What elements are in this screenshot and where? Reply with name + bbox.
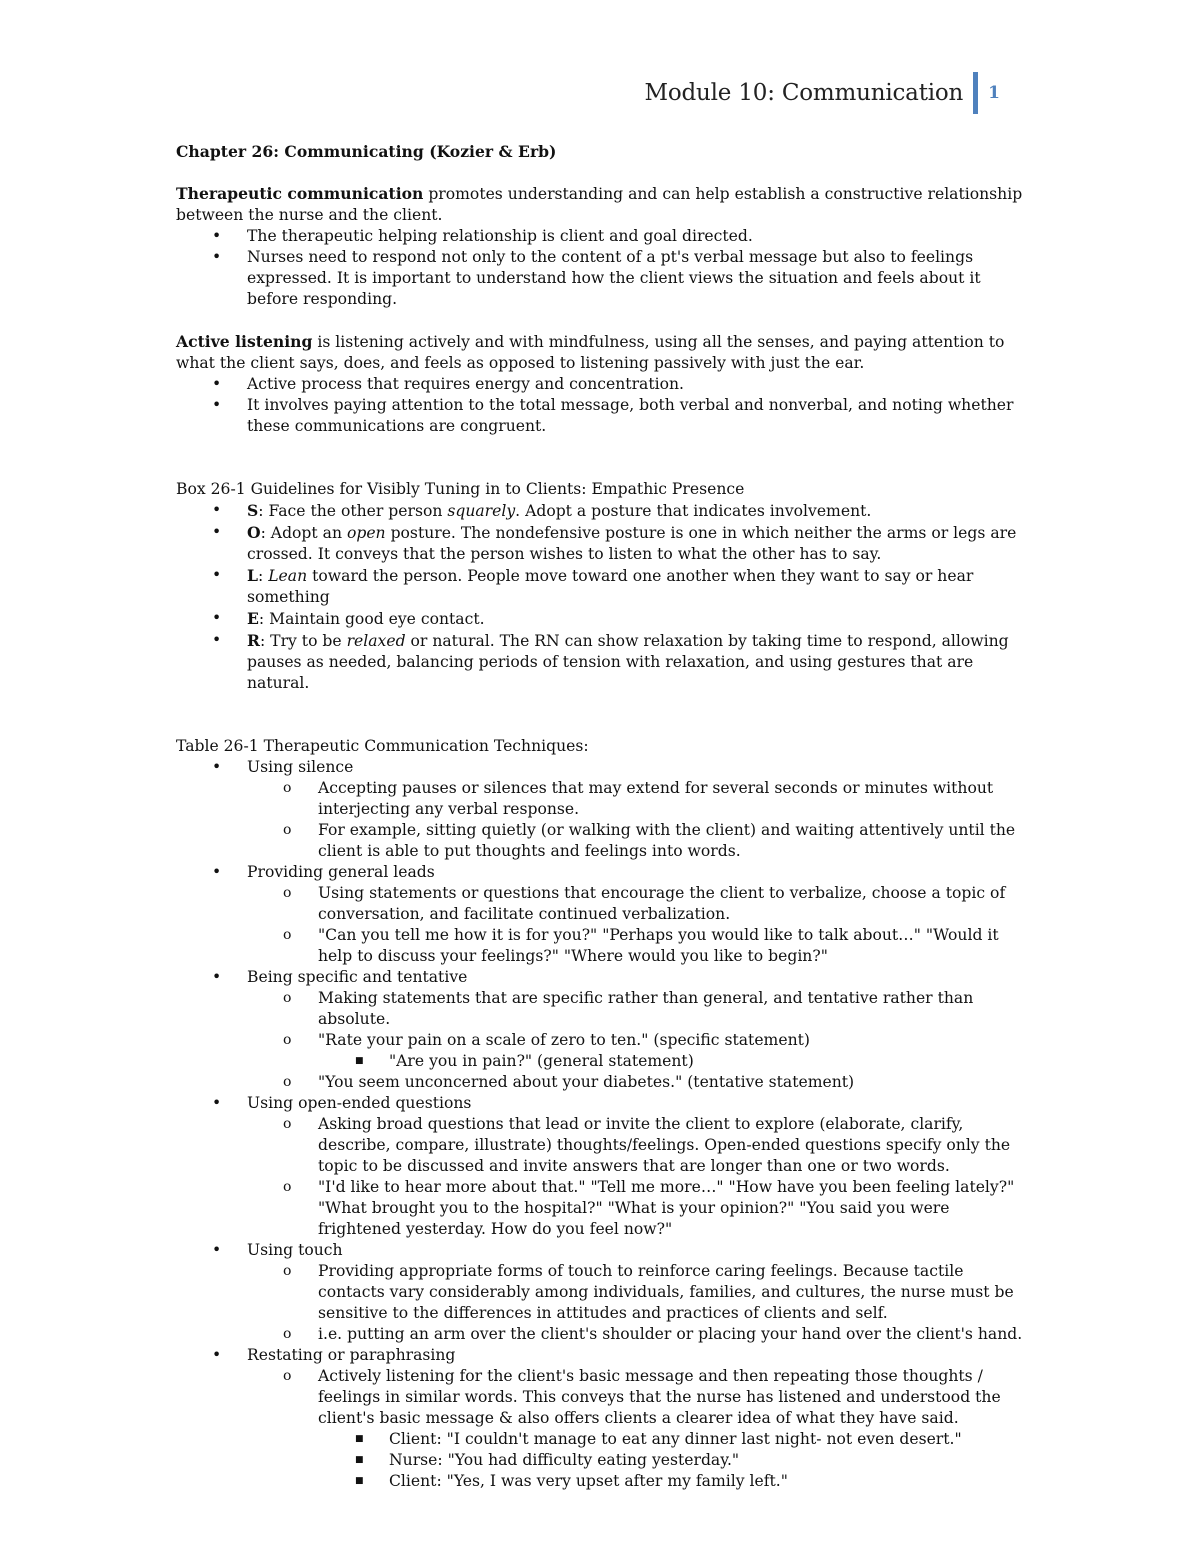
active-listening-list xyxy=(176,374,1028,437)
technique-specific-tentative: • Being specific and tentative o Making statements that are specific rather than general, and tentative rather than absolute. o "Rate your pain on a scale of zero to ten." (specific statement) ■ "Are you in pain?" (general statement) o "You seem unconcerned about your diabetes." (tentative statement) xyxy=(176,967,1028,1093)
chapter-title: Chapter 26: Communicating (Kozier & Erb) xyxy=(176,142,557,161)
list-item: o Using statements or questions that encourage the client to verbalize, choose a topic of conversation, and facilitate continued verbalization. xyxy=(247,883,1028,925)
list-item: ■ Client: "Yes, I was very upset after my family left." xyxy=(318,1471,1028,1492)
box-list xyxy=(176,500,1028,694)
list-item: o "Rate your pain on a scale of zero to ten." (specific statement) ■ "Are you in pain?" (general statement) xyxy=(247,1030,1028,1072)
page-header xyxy=(645,72,1000,114)
active-listening-paragraph xyxy=(176,331,1028,374)
list-item: • O: Adopt an open posture. The nondefensive posture is one in which neither the arms or legs are crossed. It conveys that the person wishes to listen to what the other has to say. xyxy=(176,522,1028,565)
header-title: Module 10: Communication xyxy=(644,80,964,106)
technique-open-ended: • Using open-ended questions o Asking broad questions that lead or invite the client to explore (elaborate, clarify, describe, compare, illustrate) thoughts/feelings. Open-ended questions specify only the topic to be discussed and invite answers that are longer than one or two words. o "I'd like to hear more about that." "Tell me more…" "How have you been feeling lately?" "What brought you to the hospital?" "What is your opinion?" "You said you were frightened yesterday. How do you feel now?" xyxy=(176,1093,1028,1240)
header-divider xyxy=(973,72,978,114)
list-item: o Asking broad questions that lead or invite the client to explore (elaborate, clarify, describe, compare, illustrate) thoughts/feelings. Open-ended questions specify only the topic to be discussed and invite answers that are longer than one or two words. xyxy=(247,1114,1028,1177)
list-item: • The therapeutic helping relationship is client and goal directed. xyxy=(176,226,1028,247)
list-item: • R: Try to be relaxed or natural. The RN can show relaxation by taking time to respond, allowing pauses as needed, balancing periods of tension with relaxation, and using gestures that are natural. xyxy=(176,630,1028,694)
therapeutic-text: promotes understanding and can help establish a constructive relationship between the nurse and the client. xyxy=(176,185,1023,224)
table-title: Table 26-1 Therapeutic Communication Techniques: xyxy=(176,737,589,755)
list-item: ■ "Are you in pain?" (general statement) xyxy=(318,1051,1028,1072)
active-listening-term: Active listening xyxy=(176,332,313,351)
list-item: ■ Client: "I couldn't manage to eat any dinner last night- not even desert." xyxy=(318,1429,1028,1450)
list-item: ■ Nurse: "You had difficulty eating yesterday." xyxy=(318,1450,1028,1471)
list-item: o i.e. putting an arm over the client's shoulder or placing your hand over the client's hand. xyxy=(247,1324,1028,1345)
document-body xyxy=(176,141,1028,1492)
technique-general-leads: • Providing general leads o Using statements or questions that encourage the client to verbalize, choose a topic of conversation, and facilitate continued verbalization. o "Can you tell me how it is for you?" "Perhaps you would like to talk about…" "Would it help to discuss your feelings?" "Where would you like to begin?" xyxy=(176,862,1028,967)
list-item: • S: Face the other person squarely. Adopt a posture that indicates involvement. xyxy=(176,500,1028,522)
list-item: o Making statements that are specific rather than general, and tentative rather than absolute. xyxy=(247,988,1028,1030)
list-item: • Active process that requires energy and concentration. xyxy=(176,374,1028,395)
list-item: o Accepting pauses or silences that may extend for several seconds or minutes without interjecting any verbal response. xyxy=(247,778,1028,820)
list-item: o Actively listening for the client's basic message and then repeating those thoughts / feelings in similar words. This conveys that the nurse has listened and understood the client's basic message & also offers clients a clearer idea of what they have said. ■ Client: "I couldn't manage to eat any dinner last night- not even desert." ■ Nurse: "You had difficulty eating yesterday." ■ Client: "Yes, I was very upset after my family left." xyxy=(247,1366,1028,1492)
list-item: • Nurses need to respond not only to the content of a pt's verbal message but also to feelings expressed. It is important to understand how the client views the situation and feels about it before responding. xyxy=(176,247,1028,310)
therapeutic-list xyxy=(176,226,1028,310)
list-item: o For example, sitting quietly (or walking with the client) and waiting attentively until the client is able to put thoughts and feelings into words. xyxy=(247,820,1028,862)
list-item: • E: Maintain good eye contact. xyxy=(176,608,1028,630)
therapeutic-paragraph xyxy=(176,183,1028,226)
list-item: o "You seem unconcerned about your diabetes." (tentative statement) xyxy=(247,1072,1028,1093)
list-item: o "Can you tell me how it is for you?" "Perhaps you would like to talk about…" "Would it help to discuss your feelings?" "Where would you like to begin?" xyxy=(247,925,1028,967)
active-listening-text: is listening actively and with mindfulness, using all the senses, and paying attention to what the client says, does, and feels as opposed to listening passively with just the ear. xyxy=(176,333,1005,372)
techniques-list xyxy=(176,757,1028,1492)
technique-restating: • Restating or paraphrasing o Actively listening for the client's basic message and then repeating those thoughts / feelings in similar words. This conveys that the nurse has listened and understood the client's basic message & also offers clients a clearer idea of what they have said. ■ Client: "I couldn't manage to eat any dinner last night- not even desert." ■ Nurse: "You had difficulty eating yesterday." ■ Client: "Yes, I was very upset after my family left." xyxy=(176,1345,1028,1492)
technique-silence: • Using silence o Accepting pauses or silences that may extend for several seconds or minutes without interjecting any verbal response. o For example, sitting quietly (or walking with the client) and waiting attentively until the client is able to put thoughts and feelings into words. xyxy=(176,757,1028,862)
therapeutic-term: Therapeutic communication xyxy=(176,184,424,203)
list-item: • It involves paying attention to the total message, both verbal and nonverbal, and noting whether these communications are congruent. xyxy=(176,395,1028,437)
technique-touch: • Using touch o Providing appropriate forms of touch to reinforce caring feelings. Because tactile contacts vary considerably among individuals, families, and cultures, the nurse must be sensitive to the differences in attitudes and practices of clients and self. o i.e. putting an arm over the client's shoulder or placing your hand over the client's hand. xyxy=(176,1240,1028,1345)
page-number: 1 xyxy=(988,83,1000,103)
box-title: Box 26-1 Guidelines for Visibly Tuning in to Clients: Empathic Presence xyxy=(176,480,745,498)
list-item: • L: Lean toward the person. People move toward one another when they want to say or hear something xyxy=(176,565,1028,608)
list-item: o Providing appropriate forms of touch to reinforce caring feelings. Because tactile contacts vary considerably among individuals, families, and cultures, the nurse must be sensitive to the differences in attitudes and practices of clients and self. xyxy=(247,1261,1028,1324)
list-item: o "I'd like to hear more about that." "Tell me more…" "How have you been feeling lately?" "What brought you to the hospital?" "What is your opinion?" "You said you were frightened yesterday. How do you feel now?" xyxy=(247,1177,1028,1240)
